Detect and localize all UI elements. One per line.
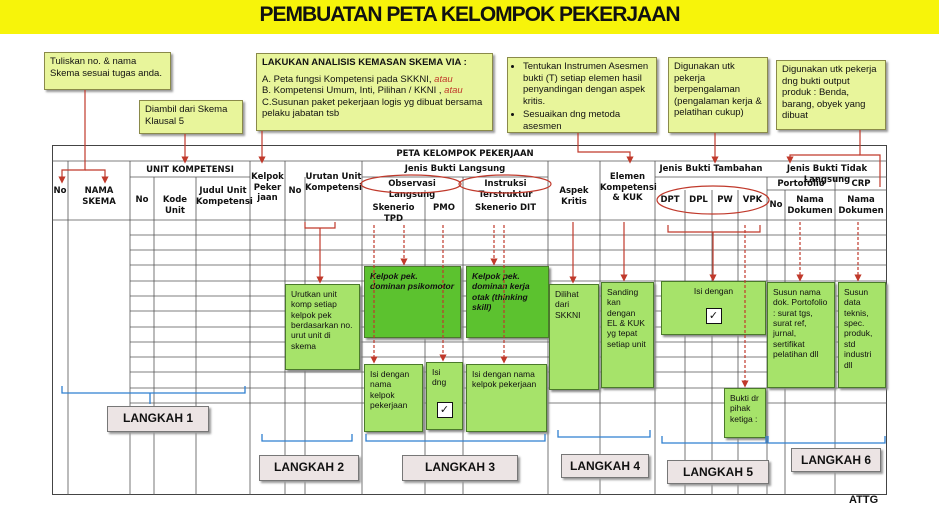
note-instrumen-item2: • Sesuaikan dng metoda asesmen — [523, 109, 651, 132]
note-analisis-b-red: atau — [444, 85, 463, 97]
col-dpt: DPT — [660, 195, 680, 205]
step-6: LANGKAH 6 — [791, 448, 881, 472]
callout-susun-nama: Susun nama dok. Portofolio : surat tgs, surat ref, jurnal, sertifikat pelatihan dll — [767, 282, 835, 388]
col-kode-unit: Kode Unit — [162, 195, 188, 216]
checkbox-icon-2: ✓ — [706, 308, 722, 324]
col-portofolio: Portofolio — [777, 179, 825, 189]
note-analisis-heading: LAKUKAN ANALISIS KEMASAN SKEMA VIA : — [262, 57, 467, 68]
col-no3: No — [288, 186, 302, 196]
note-nama-skema-text: Tuliskan no. & nama Skema sesuai tugas anda. — [50, 56, 162, 79]
col-unit-kompetensi: UNIT KOMPETENSI — [146, 165, 234, 175]
page-title: PEMBUATAN PETA KELOMPOK PEKERJAAN — [259, 3, 680, 26]
col-pw: PW — [717, 195, 733, 205]
col-crp: CRP — [851, 179, 871, 189]
callout-susun-data: Susun data teknis, spec. produk, std industri dll — [838, 282, 886, 388]
col-judul-unit: Judul Unit Kompetensi — [196, 186, 253, 207]
checkbox-icon: ✓ — [437, 402, 453, 418]
col-nama-skema: NAMA SKEMA — [82, 186, 116, 207]
col-skenerio-dit: Skenerio DIT — [474, 203, 537, 213]
step-2: LANGKAH 2 — [259, 455, 359, 481]
callout-bukti: Bukti dr pihak ketiga : — [724, 388, 766, 438]
note-analisis-c: C.Susunan paket pekerjaan logis yg dibuat bersama pelaku jabatan tsb — [262, 96, 483, 120]
callout-psikomotor: Kelpok pek. dominan psikomotor — [364, 266, 461, 338]
col-nama-dokumen2: Nama Dokumen — [838, 195, 884, 216]
note-analisis-a-text: A. Peta fungsi Kompetensi pada SKKNI, — [262, 73, 432, 85]
note-instrumen-item1: • Tentukan Instrumen Asesmen bukti (T) setiap elemen hasil penyandingan dengan aspek kritis. — [523, 61, 651, 107]
col-nama-dokumen: Nama Dokumen — [787, 195, 833, 216]
col-jenis-bukti-tambahan: Jenis Bukti Tambahan — [659, 164, 763, 174]
step-5: LANGKAH 5 — [667, 460, 769, 484]
callout-otak: Kelpok pek. dominan kerja otak (thinking skill) — [466, 266, 549, 338]
col-kelpok: Kelpok Peker jaan — [251, 172, 284, 204]
footer-attg: ATTG — [849, 494, 879, 506]
callout-isi-nama: Isi dengan nama kelpok pekerjaan — [364, 364, 423, 432]
col-urutan: Urutan Unit Kompetensi — [305, 172, 362, 193]
step-3: LANGKAH 3 — [402, 455, 518, 481]
step-1: LANGKAH 1 — [107, 406, 209, 432]
callout-sanding: Sanding kan dengan EL & KUK yg tepat setiap unit — [601, 282, 654, 388]
callout-dilihat: Dilihat dari SKKNI — [549, 284, 599, 390]
col-jenis-bukti-tidak: Jenis Bukti Tidak Langsung — [786, 164, 868, 185]
note-analisis-a-red: atau — [434, 73, 453, 85]
note-klausal-text: Diambil dari Skema Klausal 5 — [145, 104, 228, 127]
note-output-produk-text: Digunakan utk pekerja dng bukti output produk : Benda, barang, obyek yang dibuat — [782, 64, 877, 122]
step-4: LANGKAH 4 — [561, 454, 649, 478]
callout-isi-nama2: Isi dengan nama kelpok pekerjaan — [466, 364, 547, 432]
col-elemen: Elemen Kompetensi & KUK — [600, 172, 657, 204]
callout-isi-dengan-text: Isi dengan — [693, 286, 734, 296]
col-vpk: VPK — [742, 195, 763, 205]
note-berpengalaman-text: Digunakan utk pekerja berpengalaman (pengalaman kerja & pelatihan cukup) — [674, 61, 762, 119]
col-skenerio-tpd: Skenerio TPD — [372, 203, 415, 224]
col-no2: No — [135, 195, 149, 205]
col-aspek-kritis: Aspek Kritis — [559, 186, 589, 207]
table-caption: PETA KELOMPOK PEKERJAAN — [396, 149, 534, 159]
callout-urutan: Urutkan unit komp setiap kelpok pek berdasarkan no. urut unit di skema — [285, 284, 360, 370]
col-jenis-bukti-langsung: Jenis Bukti Langsung — [404, 164, 506, 174]
col-no: No — [53, 186, 67, 196]
col-instruksi: Instruksi Terstruktur — [478, 179, 533, 200]
col-observasi: Observasi Langsung — [388, 179, 436, 200]
callout-isi-dng-text: Isi dng — [432, 367, 447, 388]
note-analisis-b-text: B. Kompetensi Umum, Inti, Pilihan / KKNI , — [262, 85, 442, 97]
col-no4: No — [769, 200, 783, 210]
col-dpl: DPL — [689, 195, 708, 205]
col-pmo: PMO — [433, 203, 455, 213]
